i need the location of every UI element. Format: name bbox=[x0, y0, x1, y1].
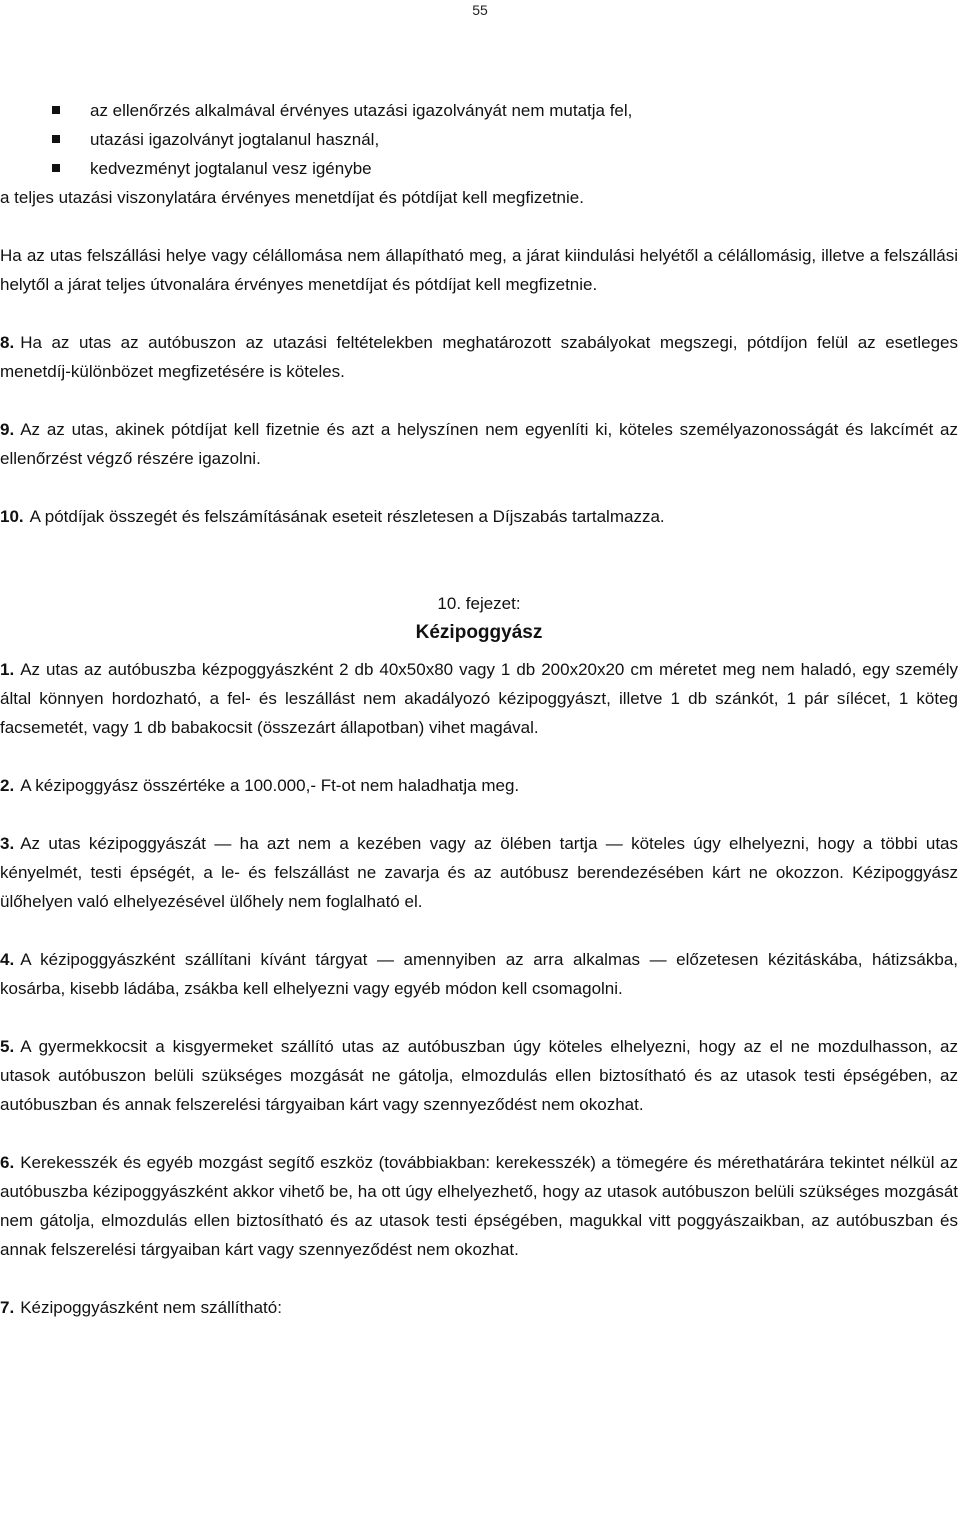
item-number: 2. bbox=[0, 776, 15, 795]
paragraph-after-bullets: a teljes utazási viszonylatára érvényes menetdíjat és pótdíjat kell megfizetnie. bbox=[0, 188, 584, 207]
item-text: Ha az utas az autóbuszon az utazási feltételekben meghatározott szabályokat megszegi, pótdíjon felül az esetleges menetdíj-különbözet megfizetésére is köteles. bbox=[0, 333, 958, 381]
numbered-item-8 bbox=[0, 328, 958, 386]
item-number: 7. bbox=[0, 1298, 15, 1317]
item-number: 6. bbox=[0, 1153, 15, 1172]
square-bullet-icon bbox=[52, 106, 60, 114]
bullet-list bbox=[0, 96, 958, 183]
numbered-item-10 bbox=[0, 502, 958, 531]
bullet-item bbox=[0, 125, 958, 154]
item-number: 4. bbox=[0, 950, 15, 969]
item-text: A pótdíjak összegét és felszámításának eseteit részletesen a Díjszabás tartalmazza. bbox=[29, 507, 665, 526]
item-number: 1. bbox=[0, 660, 15, 679]
chapter-heading bbox=[0, 589, 958, 647]
chapter-label: 10. fejezet: bbox=[437, 594, 521, 613]
item-number: 3. bbox=[0, 834, 15, 853]
bullet-item bbox=[0, 96, 958, 125]
document-body bbox=[0, 96, 958, 1322]
paragraph-unknown-origin: Ha az utas felszállási helye vagy célállomása nem állapítható meg, a járat kiindulási helyétől a célállomásig, illetve a felszállási helytől a járat teljes útvonalára érvényes menetdíjat és pótdíjat kell megfizetnie. bbox=[0, 246, 958, 294]
bullet-text: utazási igazolványt jogtalanul használ, bbox=[90, 130, 380, 149]
item-text: Kézipoggyászként nem szállítható: bbox=[20, 1298, 282, 1317]
numbered-item-3 bbox=[0, 829, 958, 916]
numbered-item-2 bbox=[0, 771, 958, 800]
item-text: Az az utas, akinek pótdíjat kell fizetnie és azt a helyszínen nem egyenlíti ki, köteles személyazonosságát és lakcímét az ellenőrzést végző részére igazolni. bbox=[0, 420, 958, 468]
item-text: A kézipoggyászként szállítani kívánt tárgyat — amennyiben az arra alkalmas — előzetesen kézitáskába, hátizsákba, kosárba, kisebb ládába, zsákba kell elhelyezni vagy egyéb módon kell csomagolni. bbox=[0, 950, 958, 998]
item-text: A kézipoggyász összértéke a 100.000,- Ft-ot nem haladhatja meg. bbox=[20, 776, 520, 795]
item-number: 9. bbox=[0, 420, 15, 439]
item-text: Az utas kézipoggyászát — ha azt nem a kezében vagy az ölében tartja — köteles úgy elhelyezni, hogy a többi utas kényelmét, testi épségét, a le- és felszállást ne zavarja és az autóbusz berendezésében kárt ne okozzon. Kézipoggyász ülőhelyen való elhelyezésével ülőhely nem foglalható el. bbox=[0, 834, 958, 911]
item-number: 5. bbox=[0, 1037, 15, 1056]
numbered-item-6 bbox=[0, 1148, 958, 1264]
numbered-item-9 bbox=[0, 415, 958, 473]
numbered-item-7 bbox=[0, 1293, 958, 1322]
square-bullet-icon bbox=[52, 135, 60, 143]
bullet-text: az ellenőrzés alkalmával érvényes utazási igazolványát nem mutatja fel, bbox=[90, 101, 633, 120]
numbered-item-4 bbox=[0, 945, 958, 1003]
item-number: 10. bbox=[0, 507, 24, 526]
numbered-item-1 bbox=[0, 655, 958, 742]
bullet-text: kedvezményt jogtalanul vesz igénybe bbox=[90, 159, 372, 178]
chapter-title: Kézipoggyász bbox=[415, 622, 543, 643]
bullet-item bbox=[0, 154, 958, 183]
item-number: 8. bbox=[0, 333, 15, 352]
square-bullet-icon bbox=[52, 164, 60, 172]
item-text: Az utas az autóbuszba kézpoggyászként 2 db 40x50x80 vagy 1 db 200x20x20 cm méretet meg nem haladó, egy személy által könnyen hordozható, a fel- és leszállást nem akadályozó kézipoggyászt, illetve 1 db szánkót, 1 pár sílécet, 1 köteg facsemetét, vagy 1 db babakocsit (összezárt állapotban) vihet magával. bbox=[0, 660, 958, 737]
item-text: A gyermekkocsit a kisgyermeket szállító utas az autóbuszban úgy köteles elhelyezni, hogy az el ne mozdulhasson, az utasok autóbuszon belüli szükséges mozgását ne gátolja, elmozdulás ellen biztosítható és az utasok testi épségében, az autóbuszban és annak felszerelési tárgyaiban kárt vagy szennyeződést nem okozhat. bbox=[0, 1037, 958, 1114]
numbered-item-5 bbox=[0, 1032, 958, 1119]
item-text: Kerekesszék és egyéb mozgást segítő eszköz (továbbiakban: kerekesszék) a tömegére és mérethatárára tekintet nélkül az autóbuszba kézipoggyászként akkor vihető be, ha ott úgy elhelyezhető, hogy az utasok autóbuszon belüli szükséges mozgását nem gátolja, elmozdulás ellen biztosítható és az utasok testi épségében, magukkal vitt poggyászaikban, az autóbuszban és annak felszerelési tárgyaiban kárt vagy szennyeződést nem okozhat. bbox=[0, 1153, 958, 1259]
page-number: 55 bbox=[472, 2, 488, 18]
